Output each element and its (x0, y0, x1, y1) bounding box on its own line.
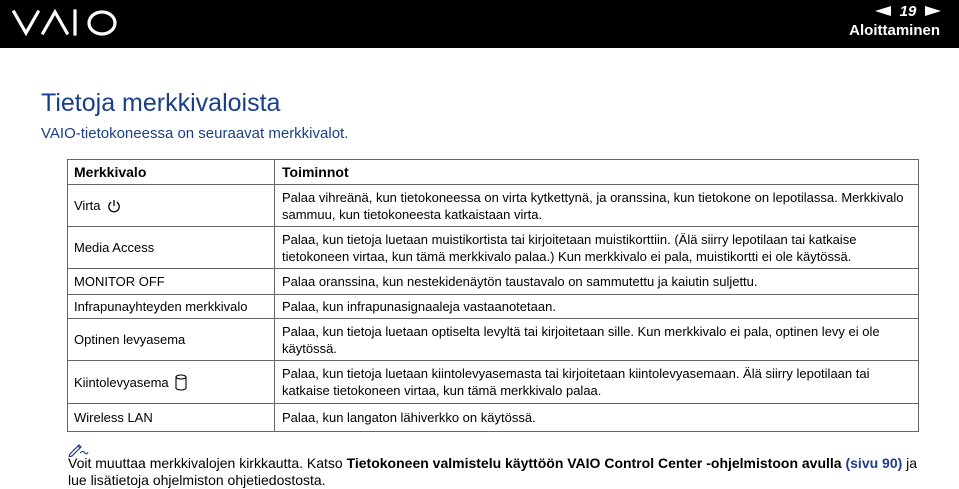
table-row (68, 269, 919, 295)
indicator-name: Wireless LAN (68, 404, 275, 432)
indicator-name: Media Access (68, 227, 275, 269)
power-icon (107, 199, 121, 213)
left-arrow-icon[interactable] (875, 6, 891, 16)
indicator-name: Optinen levyasema (68, 319, 275, 361)
table-header-row (68, 160, 919, 185)
page-navigation (875, 1, 941, 21)
table-row (68, 404, 919, 432)
page-number: 19 (899, 2, 917, 20)
page-header (0, 0, 959, 48)
function-cell: Palaa, kun infrapunasignaaleja vastaanotetaan. (275, 295, 919, 319)
vaio-logo (12, 8, 122, 38)
table-row (68, 361, 919, 404)
hard-disk-icon (175, 374, 187, 391)
indicator-name: Virta (74, 198, 101, 213)
indicator-name: Kiintolevyasema (74, 374, 169, 390)
column-header-indicator: Merkkivalo (68, 160, 275, 185)
function-cell: Palaa oranssina, kun nestekidenäytön taustavalo on sammutettu ja kaiutin suljettu. (275, 269, 919, 295)
indicator-name-cell (68, 361, 275, 404)
indicator-name-cell (68, 185, 275, 227)
function-cell: Palaa, kun tietoja luetaan kiintolevyasemasta tai kirjoitetaan kiintolevyasemaan. Älä siirry lepotilaan tai katkaise tietokoneen virtaa, kun tämä merkkivalo palaa. (275, 361, 919, 404)
intro-text: VAIO-tietokoneessa on seuraavat merkkivalot. (41, 125, 349, 142)
note-prefix: Voit muuttaa merkkivalojen kirkkautta. Katso (68, 455, 347, 471)
column-header-functions: Toiminnot (275, 160, 919, 185)
note-text (68, 455, 928, 489)
table-row (68, 227, 919, 269)
indicator-name: MONITOR OFF (68, 269, 275, 295)
function-cell: Palaa, kun tietoja luetaan muistikortista tai kirjoitetaan muistikorttiin. (Älä siirry lepotilaan tai katkaise tietokoneen virtaa, kun tämä merkkivalo palaa.) Kun merkkivalo ei pala, muistikortti ei ole käytössä. (275, 227, 919, 269)
function-cell: Palaa vihreänä, kun tietokoneessa on virta kytkettynä, ja oranssina, kun tietokone on lepotilassa. Merkkivalo sammuu, kun tietokoneesta katkaistaan virta. (275, 185, 919, 227)
table-row (68, 185, 919, 227)
table-row (68, 295, 919, 319)
indicator-name: Infrapunayhteyden merkkivalo (68, 295, 275, 319)
note-bold-reference: Tietokoneen valmistelu käyttöön VAIO Control Center -ohjelmistoon avulla (346, 455, 842, 471)
function-cell: Palaa, kun tietoja luetaan optiselta levyltä tai kirjoitetaan sille. Kun merkkivalo ei pala, optinen levy ei ole käytössä. (275, 319, 919, 361)
right-arrow-icon[interactable] (925, 6, 941, 16)
page-title: Tietoja merkkivaloista (41, 89, 281, 117)
function-cell: Palaa, kun langaton lähiverkko on käytössä. (275, 404, 919, 432)
table-row (68, 319, 919, 361)
note-suffix: ja lue lisätietoja ohjelmiston ohjetiedostosta. (68, 455, 918, 488)
indicator-table (67, 159, 919, 432)
page-link[interactable]: (sivu 90) (845, 455, 903, 471)
section-title: Aloittaminen (849, 22, 940, 39)
